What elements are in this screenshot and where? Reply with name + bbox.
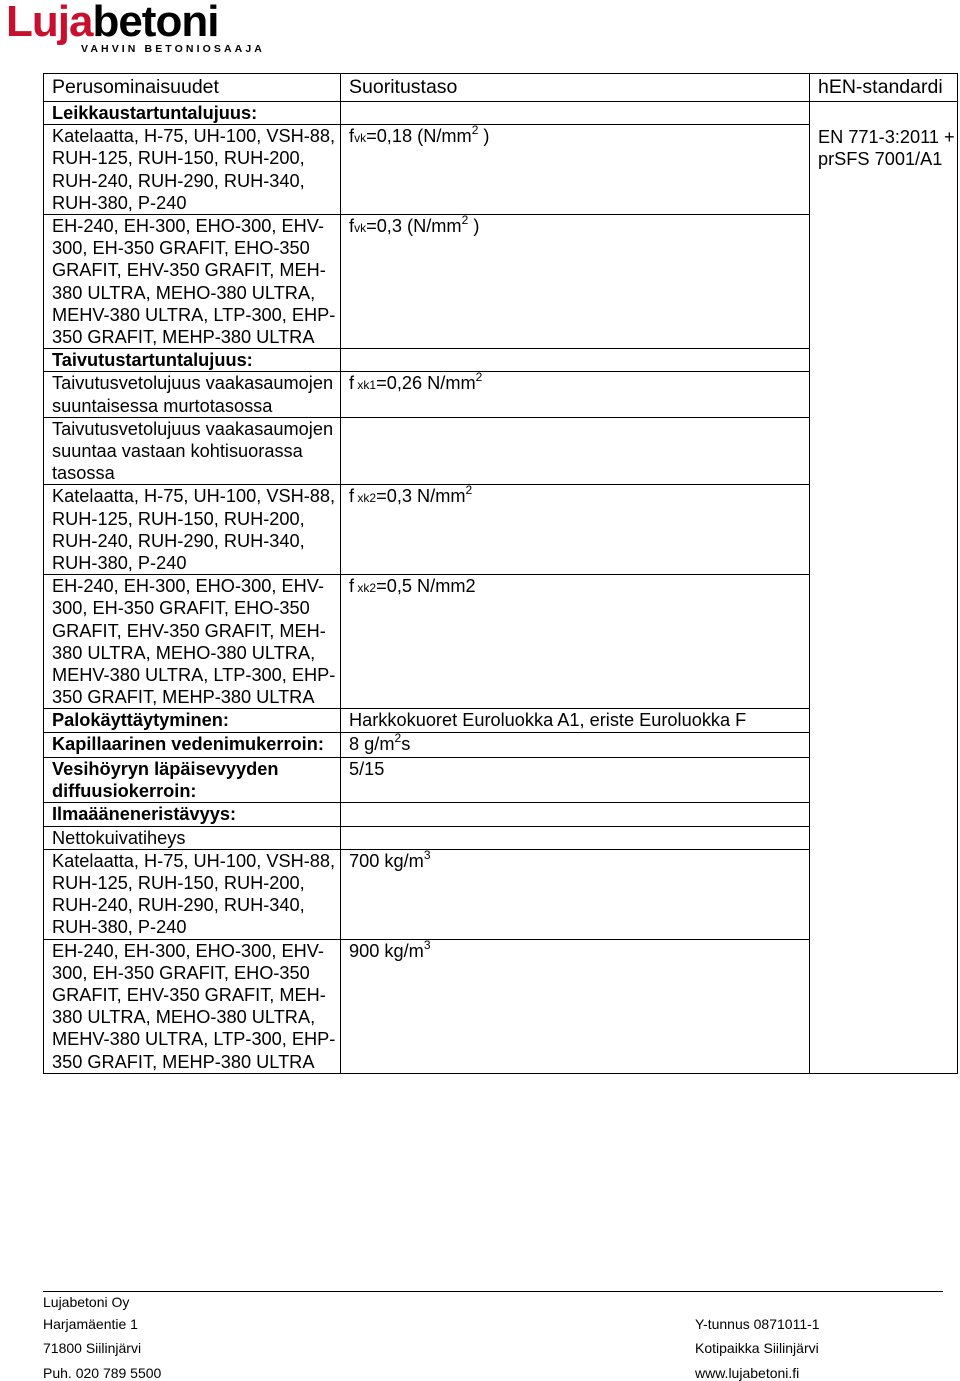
shear-value-2: fvk=0,3 ($N/mm^2$ ): [341, 215, 810, 349]
bending-parallel-value: f xk1=0,26 $N/mm^2$: [341, 372, 810, 417]
section-vapour-diffusion: Vesihöyryn läpäisevyyden diffuusiokerroin:: [44, 757, 341, 802]
company-logo: [6, 0, 268, 55]
bending-perpendicular-value-2: f xk2=0,5 N/mm2: [341, 575, 810, 709]
section-shear-strength: Leikkaustartuntalujuus:: [44, 102, 341, 125]
footer-website[interactable]: www.lujabetoni.fi: [695, 1365, 800, 1381]
section-sound-insulation: Ilmaääneneristävyys:: [44, 803, 341, 826]
density-value-1: 700 $kg/m^3$: [341, 849, 810, 939]
net-dry-density-label: Nettokuivatiheys: [44, 826, 341, 849]
bending-perpendicular-value-1: f xk2=0,3 $N/mm^2$: [341, 485, 810, 575]
product-group-2: EH-240, EH-300, EHO-300, EHV-300, EH-350 GRAFIT, EHO-350 GRAFIT, EHV-350 GRAFIT, MEH-380 ULTRA, MEHO-380 ULTRA, MEHV-380 ULTRA, LTP-300, EHP-350 GRAFIT, MEHP-380 ULTRA: [44, 575, 341, 709]
product-group-2: EH-240, EH-300, EHO-300, EHV-300, EH-350 GRAFIT, EHO-350 GRAFIT, EHV-350 GRAFIT, MEH-380 ULTRA, MEHO-380 ULTRA, MEHV-380 ULTRA, LTP-300, EHP-350 GRAFIT, MEHP-380 ULTRA: [44, 215, 341, 349]
bending-perpendicular-label: Taivutusvetolujuus vaakasaumojen suuntaa vastaan kohtisuorassa tasossa: [44, 417, 341, 485]
product-group-1: Katelaatta, H-75, UH-100, VSH-88, RUH-125, RUH-150, RUH-200, RUH-240, RUH-290, RUH-340, RUH-380, P-240: [44, 849, 341, 939]
product-group-1: Katelaatta, H-75, UH-100, VSH-88, RUH-125, RUH-150, RUH-200, RUH-240, RUH-290, RUH-340, RUH-380, P-240: [44, 125, 341, 215]
footer-street: Harjamäentie 1: [43, 1316, 138, 1332]
footer-domicile: Kotipaikka Siilinjärvi: [695, 1340, 819, 1356]
footer-phone: Puh. 020 789 5500: [43, 1365, 162, 1381]
logo-wordmark: Lujabetoni: [6, 0, 219, 46]
fire-class-value: Harkkokuoret Euroluokka A1, eriste Euroluokka F: [341, 709, 810, 732]
product-group-2: EH-240, EH-300, EHO-300, EHV-300, EH-350 GRAFIT, EHO-350 GRAFIT, EHV-350 GRAFIT, MEH-380 ULTRA, MEHO-380 ULTRA, MEHV-380 ULTRA, LTP-300, EHP-350 GRAFIT, MEHP-380 ULTRA: [44, 939, 341, 1073]
density-value-2: 900 $kg/m^3$: [341, 939, 810, 1073]
shear-value-1: fvk=0,18 ($N/mm^2$ ): [341, 125, 810, 215]
table-row: [44, 102, 958, 125]
properties-table: [43, 73, 958, 1074]
table-header-row: [44, 74, 958, 102]
standard-reference: EN 771-3:2011 + prSFS 7001/A1: [810, 102, 958, 1074]
section-fire-behaviour: Palokäyttäytyminen:: [44, 709, 341, 732]
section-bending-strength: Taivutustartuntalujuus:: [44, 349, 341, 372]
footer-city: 71800 Siilinjärvi: [43, 1340, 142, 1356]
vapour-value: 5/15: [341, 757, 810, 802]
logo-tagline: VAHVIN BETONIOSAAJA: [81, 43, 265, 55]
section-capillary-absorption: Kapillaarinen vedenimukerroin:: [44, 732, 341, 757]
footer-business-id: Y-tunnus 0871011-1: [695, 1316, 820, 1332]
bending-parallel-label: Taivutusvetolujuus vaakasaumojen suuntaisessa murtotasossa: [44, 372, 341, 417]
page-footer: [43, 1291, 943, 1381]
header-standard: hEN-standardi: [810, 74, 958, 102]
footer-company: Lujabetoni Oy: [43, 1294, 130, 1310]
header-performance: Suoritustaso: [341, 74, 810, 102]
product-group-1: Katelaatta, H-75, UH-100, VSH-88, RUH-125, RUH-150, RUH-200, RUH-240, RUH-290, RUH-340, RUH-380, P-240: [44, 485, 341, 575]
capillary-value: 8 $g/m^2s$: [341, 732, 810, 757]
header-basic-properties: Perusominaisuudet: [44, 74, 341, 102]
